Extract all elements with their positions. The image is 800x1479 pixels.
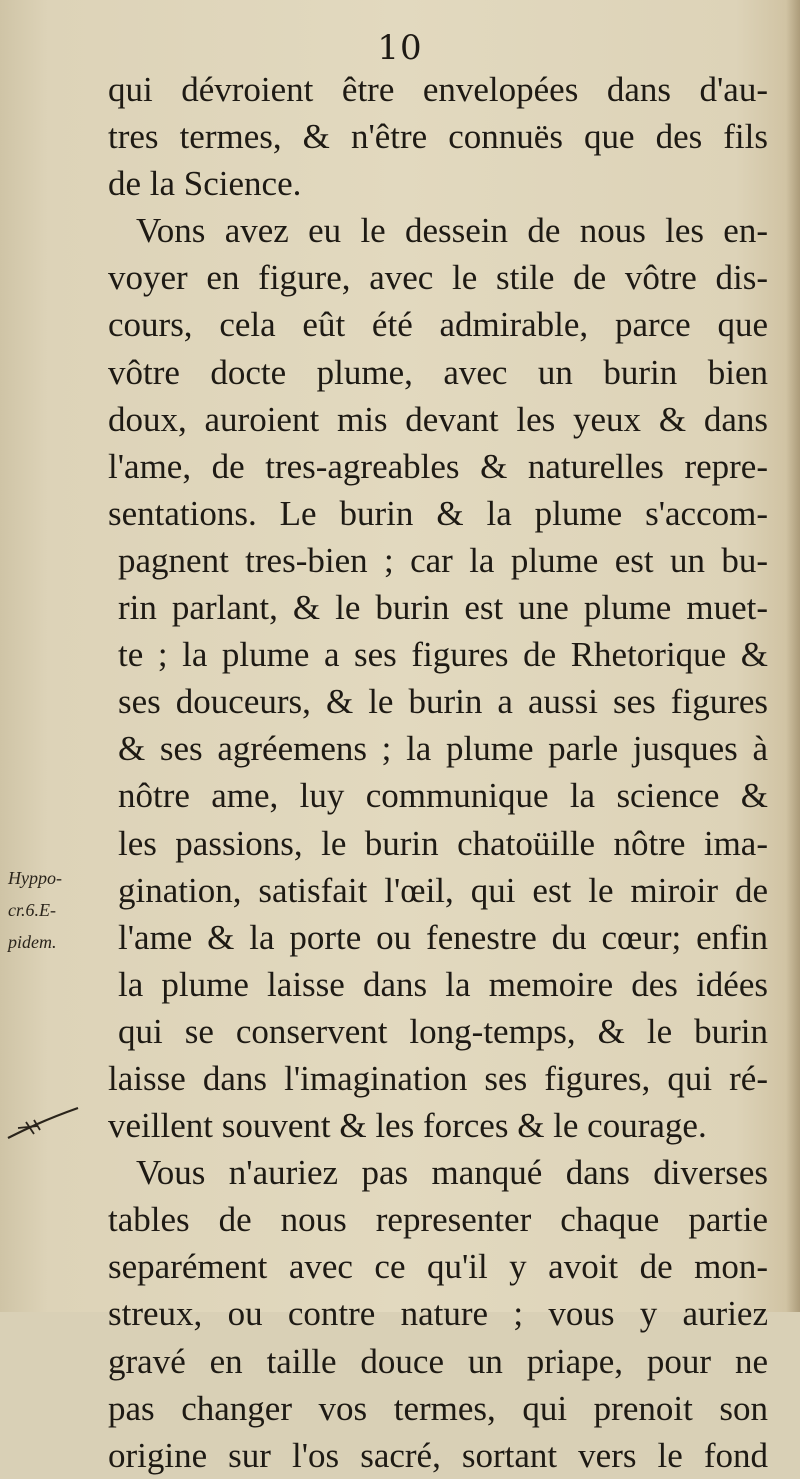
text-line: qui se conservent long-temps, & le burin	[118, 1011, 768, 1051]
paragraph-start-line: Vons avez eu le dessein de nous les en-	[136, 211, 768, 251]
margin-note-line: Hyppo-	[8, 868, 62, 888]
text-line: l'ame, de tres-agreables & naturelles repre-	[108, 446, 768, 486]
text-line: tables de nous representer chaque partie	[108, 1200, 768, 1240]
text-line: gravé en taille douce un priape, pour ne	[108, 1341, 768, 1381]
text-line: l'ame & la porte ou fenestre du cœur; enfin	[118, 917, 768, 957]
margin-note	[8, 862, 108, 958]
text-line: gination, satisfait l'œil, qui est le miroir de	[118, 870, 768, 910]
text-line: ses douceurs, & le burin a aussi ses figures	[118, 682, 768, 722]
text-line: vôtre docte plume, avec un burin bien	[108, 352, 768, 392]
body-text	[108, 66, 768, 1479]
page-edge-shadow	[786, 0, 800, 1312]
text-line: sentations. Le burin & la plume s'accom-	[108, 493, 768, 533]
text-line: & ses agréemens ; la plume parle jusques à	[118, 729, 768, 769]
text-line: nôtre ame, luy communique la science &	[118, 776, 768, 816]
text-line: les passions, le burin chatoüille nôtre ima-	[118, 823, 768, 863]
page-number: 10	[377, 28, 423, 68]
paragraph-start-line: Vous n'auriez pas manqué dans diverses	[136, 1153, 768, 1193]
text-line: cours, cela eût été admirable, parce que	[108, 305, 768, 345]
text-line: la plume laisse dans la memoire des idées	[118, 964, 768, 1004]
text-line: te ; la plume a ses figures de Rhetorique &	[118, 635, 768, 675]
margin-note-line: cr.6.E-	[8, 900, 56, 920]
text-line: laisse dans l'imagination ses figures, qui ré-	[108, 1058, 768, 1098]
text-line: qui dévroient être envelopées dans d'au-	[108, 70, 768, 109]
text-line: veillent souvent & les forces & le courage.	[108, 1106, 707, 1146]
text-line: pas changer vos termes, qui prenoit son	[108, 1388, 768, 1428]
text-line: doux, auroient mis devant les yeux & dans	[108, 399, 768, 439]
text-line: rin parlant, & le burin est une plume muet-	[118, 588, 768, 628]
text-line: separément avec ce qu'il y avoit de mon-	[108, 1247, 768, 1287]
text-line: voyer en figure, avec le stile de vôtre dis-	[108, 258, 768, 298]
margin-note-line: pidem.	[8, 932, 57, 952]
text-line: de la Science.	[108, 164, 302, 204]
text-line: streux, ou contre nature ; vous y auriez	[108, 1294, 768, 1334]
handwritten-mark-icon	[4, 1104, 84, 1144]
text-line: tres termes, & n'être connuës que des fils	[108, 117, 768, 157]
text-line: pagnent tres-bien ; car la plume est un bu-	[118, 540, 768, 580]
text-line: origine sur l'os sacré, sortant vers le fond	[108, 1435, 768, 1475]
